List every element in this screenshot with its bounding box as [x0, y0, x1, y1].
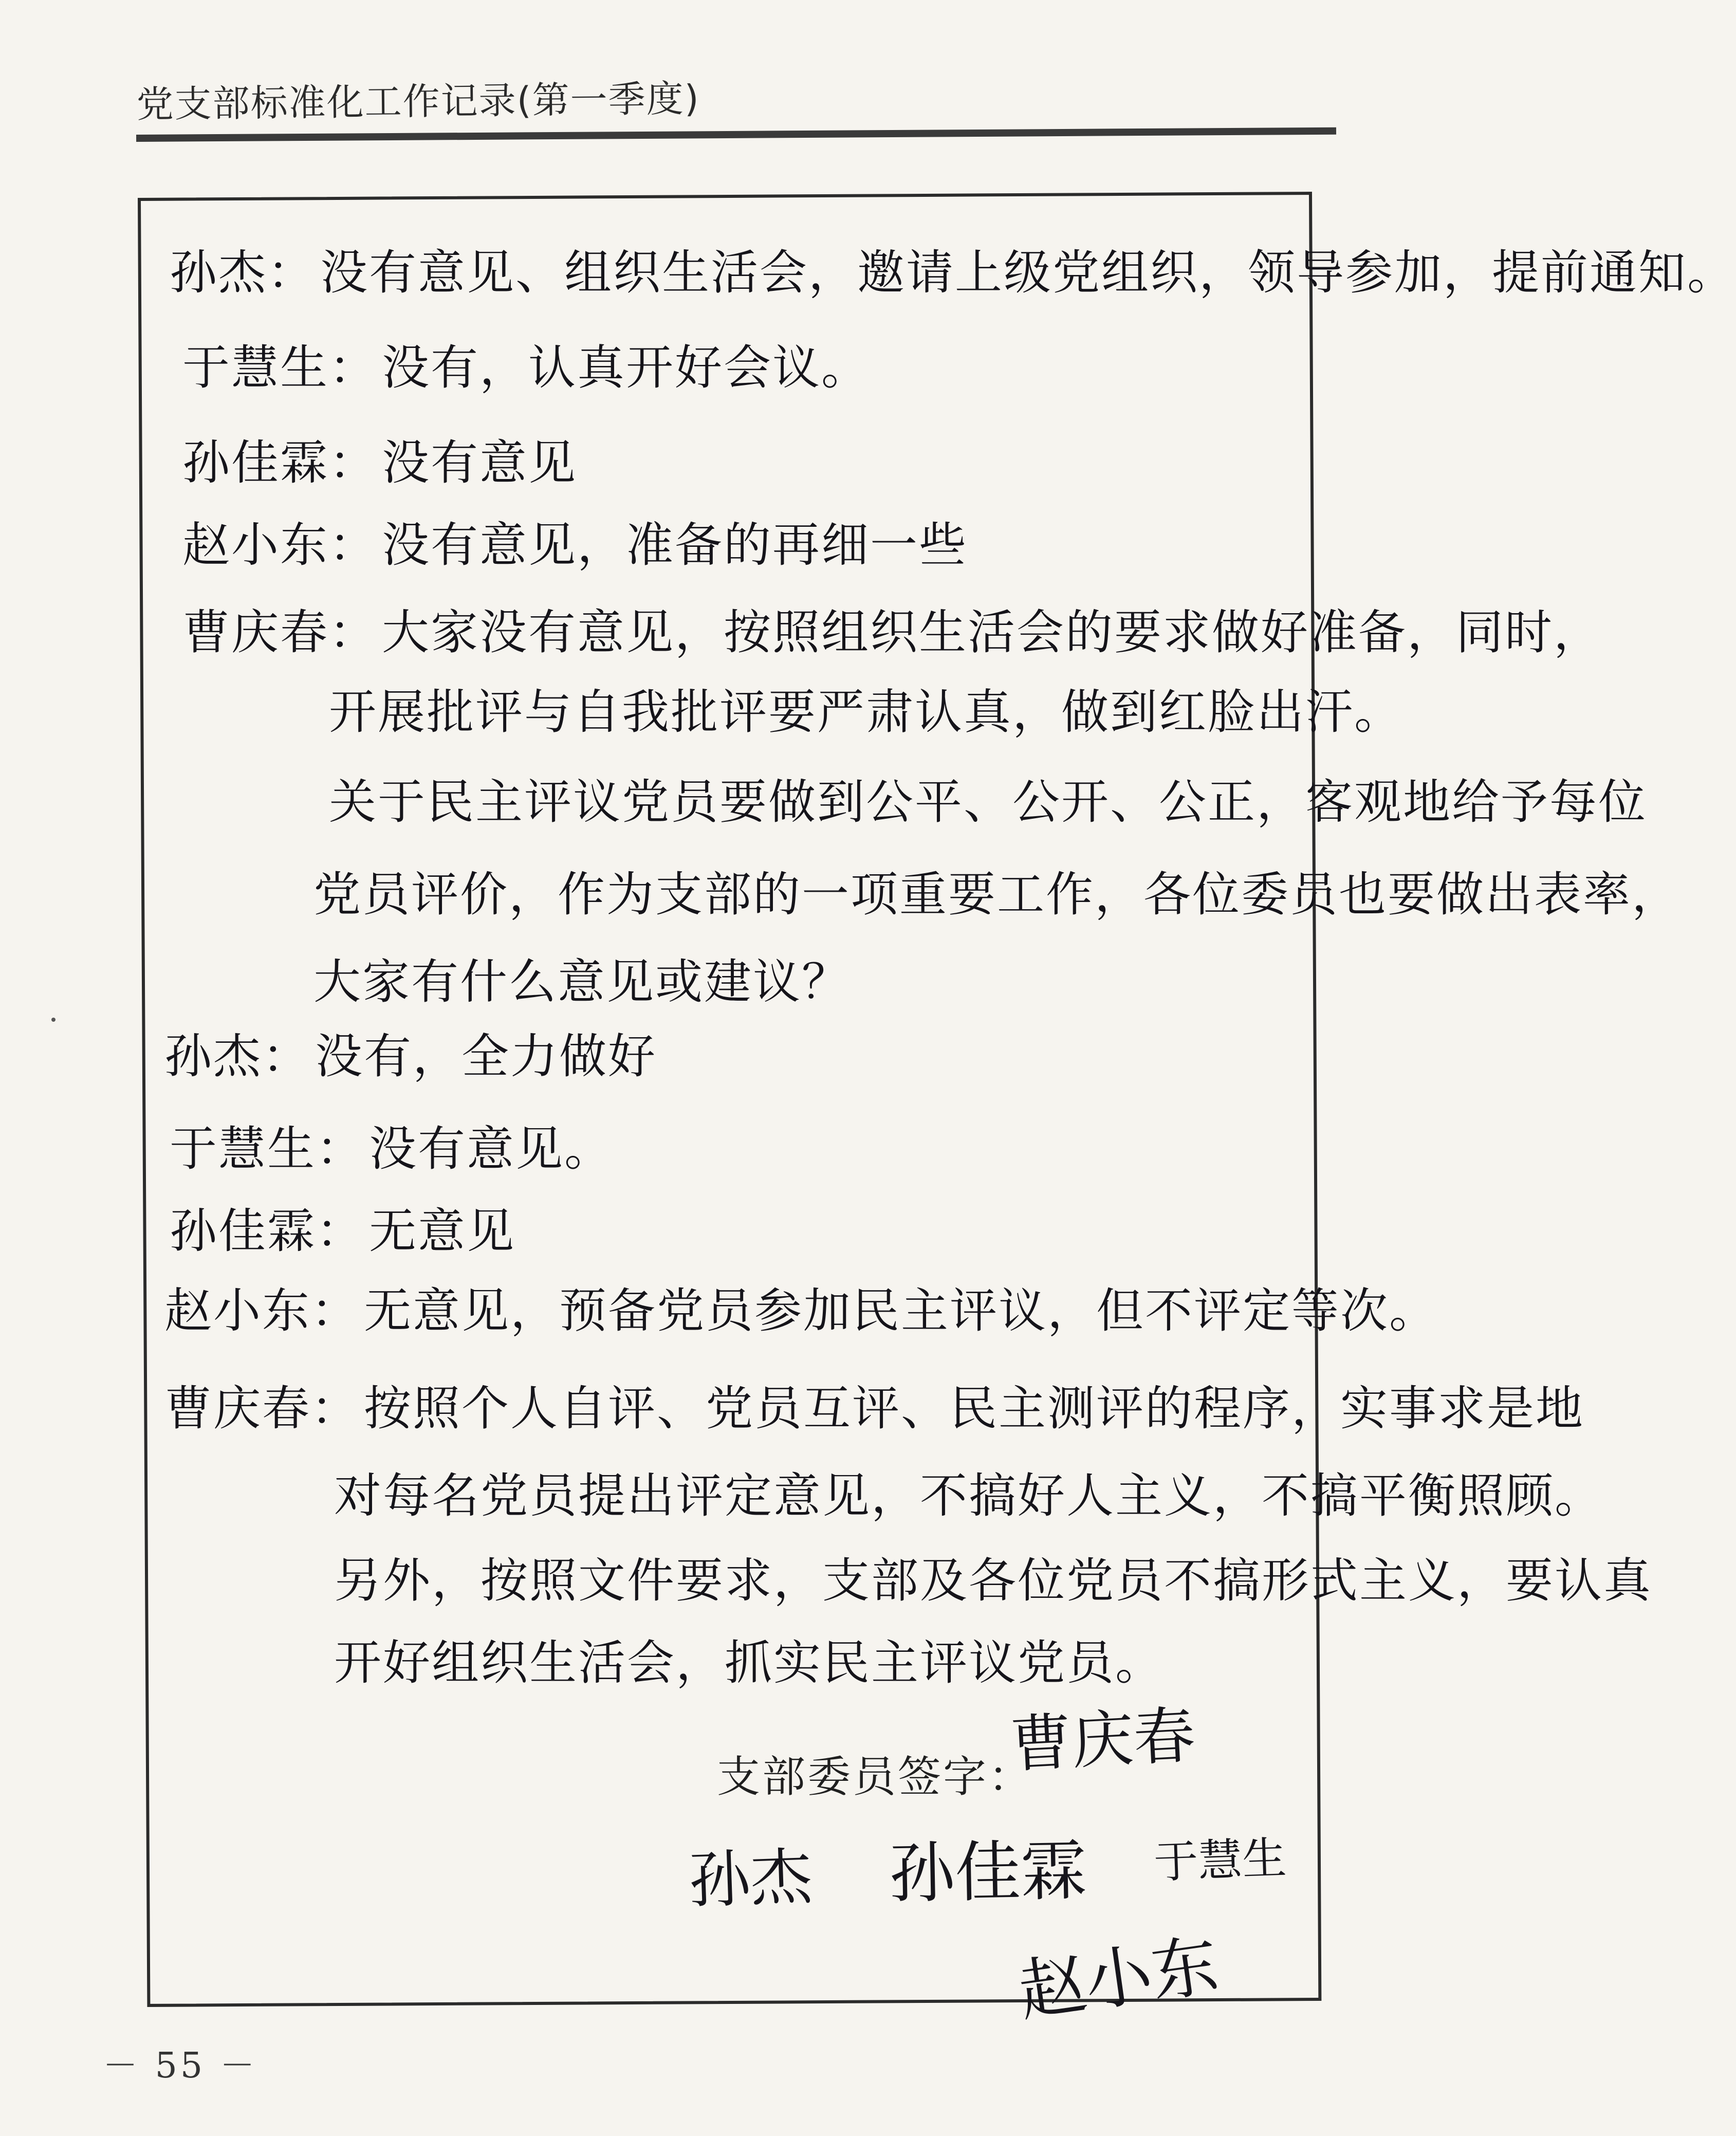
signature-sunjialin: 孙佳霖 [888, 1832, 1087, 1913]
signature-yuhuisheng: 于慧生 [1153, 1832, 1287, 1889]
line-text: 没有意见、组织生活会，邀请上级党组织，领导参加，提前通知。 [320, 245, 1736, 300]
line-text: 没有意见。 [369, 1121, 614, 1176]
record-line [313, 956, 851, 1008]
record-line [170, 247, 1736, 299]
line-text: 没有，全力做好 [315, 1029, 657, 1084]
header-rule [136, 127, 1336, 142]
speaker-name: 孙佳霖： [182, 435, 378, 490]
line-text: 没有意见，准备的再细一些 [382, 518, 968, 573]
line-text: 按照个人自评、党员互评、民主测评的程序，实事求是地 [364, 1381, 1585, 1436]
speaker-name: 曹庆春： [182, 605, 378, 660]
stray-mark [51, 1018, 56, 1022]
line-text: 无意见，预备党员参加民主评议，但不评定等次。 [364, 1283, 1438, 1338]
line-text: 没有意见 [382, 435, 578, 490]
record-line [334, 1555, 1652, 1607]
speaker-name: 于慧生： [170, 1121, 365, 1176]
signature-zhaoxiaodong: 赵小东 [1013, 1925, 1224, 2031]
line-text: 没有，认真开好会议。 [382, 340, 871, 395]
record-line [164, 1383, 1584, 1434]
speaker-name: 赵小东： [182, 518, 378, 573]
record-line [329, 776, 1647, 828]
signature-caoqingchun: 曹庆春 [1008, 1700, 1197, 1781]
page-number: － 55 － [103, 2046, 258, 2086]
signature-sunjie: 孙杰 [688, 1841, 814, 1918]
line-text: 无意见 [369, 1204, 516, 1259]
line-text: 对每名党员提出评定意见，不搞好人主义，不搞平衡照顾。 [334, 1468, 1604, 1523]
line-text: 党员评价，作为支部的一项重要工作，各位委员也要做出表率， [313, 867, 1681, 922]
record-line [182, 437, 577, 489]
line-text: 大家没有意见，按照组织生活会的要求做好准备，同时， [382, 605, 1603, 660]
speaker-name: 孙杰： [164, 1029, 311, 1084]
line-text: 另外，按照文件要求，支部及各位党员不搞形式主义，要认真 [334, 1553, 1653, 1608]
record-line [164, 1285, 1438, 1337]
line-text: 开展批评与自我批评要严肃认真，做到红脸出汗。 [329, 685, 1403, 740]
line-text: 大家有什么意见或建议？ [313, 954, 851, 1009]
record-line [334, 1637, 1164, 1689]
signature-label: 支部委员签字： [717, 1752, 1034, 1802]
record-line [329, 686, 1403, 738]
speaker-name: 孙杰： [170, 245, 317, 300]
speaker-name: 于慧生： [182, 340, 378, 395]
line-text: 开好组织生活会，抓实民主评议党员。 [334, 1635, 1165, 1690]
speaker-name: 曹庆春： [164, 1381, 360, 1436]
record-line [182, 342, 870, 394]
speaker-name: 孙佳霖： [170, 1204, 365, 1259]
record-line [170, 1205, 515, 1257]
record-line [170, 1123, 613, 1175]
record-line [182, 519, 968, 571]
line-text: 关于民主评议党员要做到公平、公开、公正，客观地给予每位 [329, 775, 1648, 830]
record-line [182, 606, 1602, 658]
record-line [313, 869, 1680, 920]
speaker-name: 赵小东： [164, 1283, 360, 1338]
record-line [334, 1470, 1603, 1522]
record-line [164, 1030, 657, 1082]
page-header-title: 党支部标准化工作记录(第一季度) [136, 77, 700, 126]
